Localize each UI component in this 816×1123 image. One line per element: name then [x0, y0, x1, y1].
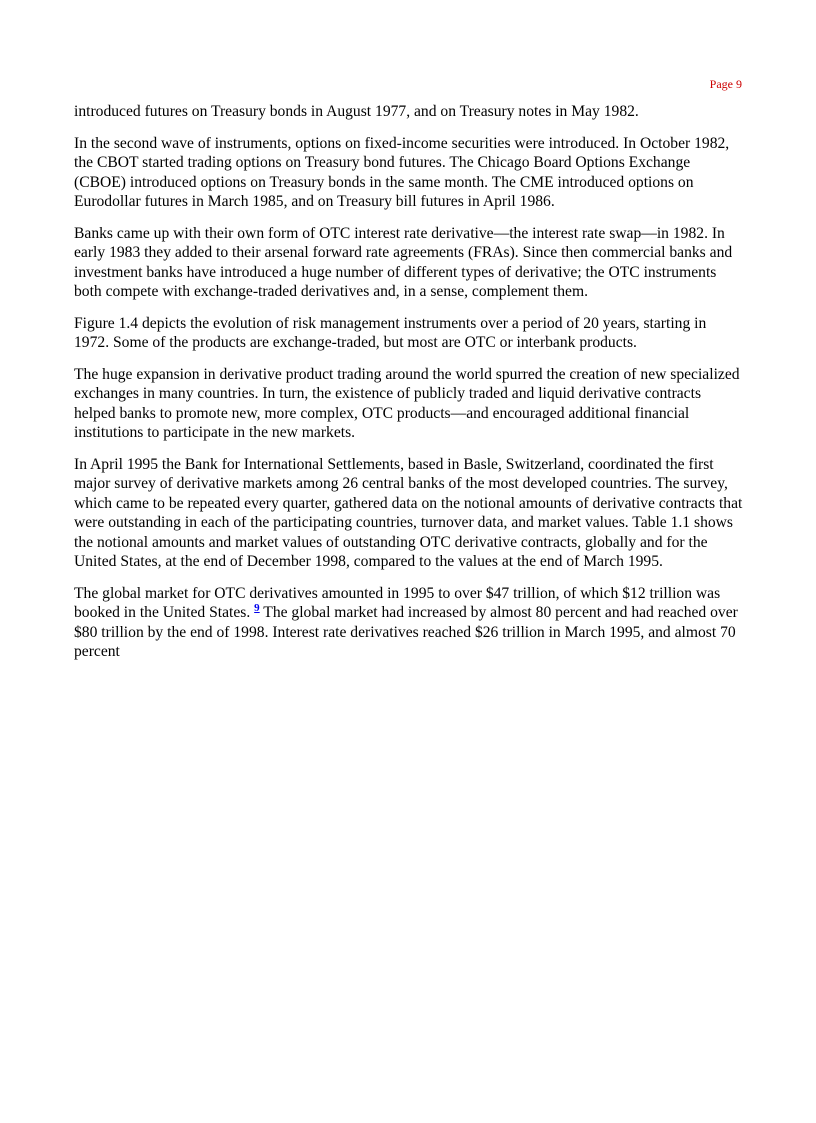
footnote-link-9[interactable]: 9: [254, 601, 260, 614]
paragraph-7: [74, 584, 744, 662]
paragraph-7-text-after-footnote: The global market had increased by almost 80 percent and had reached over $80 trillion by the end of 1998. Interest rate derivatives reached $26 trillion in March 1995, and almost 70 percent: [74, 604, 738, 660]
paragraph-7-text-before-footnote: The global market for OTC derivatives amounted in 1995 to over $47 trillion, of which $12 trillion was booked in the United States.: [74, 584, 721, 621]
paragraph-3: Banks came up with their own form of OTC interest rate derivative—the interest rate swap—in 1982. In early 1983 they added to their arsenal forward rate agreements (FRAs). Since then commercial banks and investment banks have introduced a huge number of different types of derivative; the OTC instruments both compete with exchange-traded derivatives and, in a sense, complement them.: [74, 224, 733, 300]
paragraph-1: introduced futures on Treasury bonds in August 1977, and on Treasury notes in May 1982.: [74, 103, 639, 120]
paragraph-6: In April 1995 the Bank for International Settlements, based in Basle, Switzerland, coordinated the first major survey of derivative markets among 26 central banks of the most developed countries. The survey, which came to be repeated every quarter, gathered data on the notional amounts of derivative contracts that were outstanding in each of the participating countries, turnover data, and market values. Table 1.1 shows the notional amounts and market values of outstanding OTC derivative contracts, globally and for the United States, at the end of December 1998, compared to the values at the end of March 1995.: [74, 455, 743, 570]
page-number: Page 9: [709, 77, 742, 91]
paragraph-2: In the second wave of instruments, options on fixed-income securities were introduced. In October 1982, the CBOT started trading options on Treasury bond futures. The Chicago Board Options Exchange (CBOE) introduced options on Treasury bonds in the same month. The CME introduced options on Eurodollar futures in March 1985, and on Treasury bill futures in April 1986.: [74, 134, 730, 210]
document-page: [74, 74, 744, 674]
paragraph-4: Figure 1.4 depicts the evolution of risk management instruments over a period of 20 years, starting in 1972. Some of the products are exchange-traded, but most are OTC or interbank products.: [74, 314, 707, 351]
paragraph-5: The huge expansion in derivative product trading around the world spurred the creation of new specialized exchanges in many countries. In turn, the existence of publicly traded and liquid derivative contracts helped banks to promote new, more complex, OTC products—and encouraged additional financial institutions to participate in the new markets.: [74, 365, 740, 441]
